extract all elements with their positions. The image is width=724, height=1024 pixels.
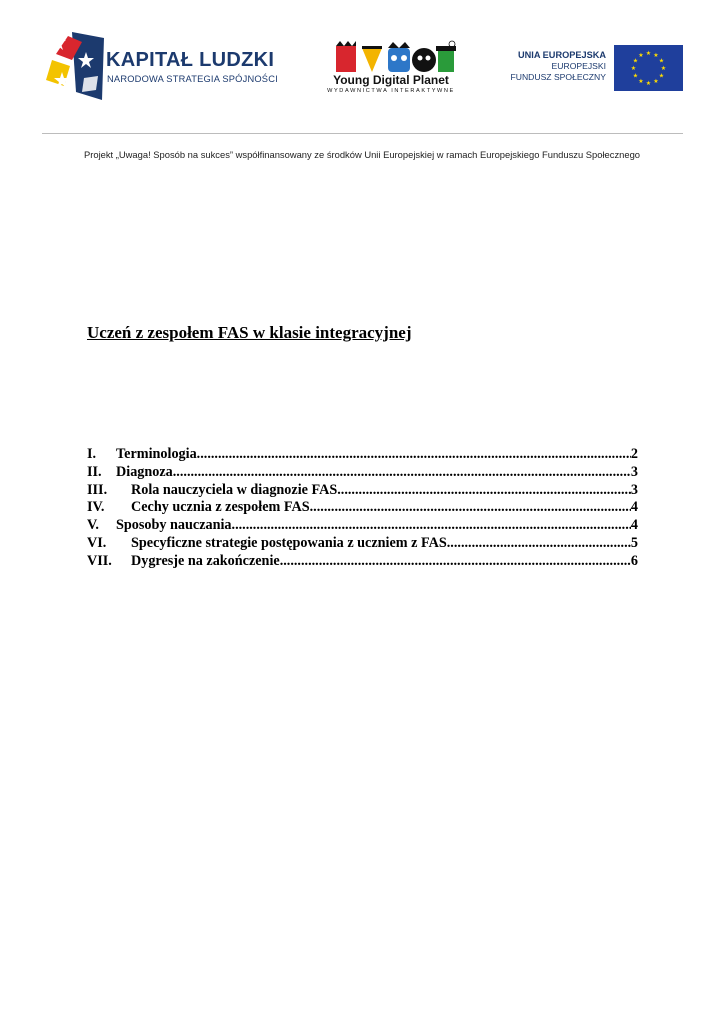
document-title: Uczeń z zespołem FAS w klasie integracyjnej: [87, 323, 412, 342]
toc-entry[interactable]: [87, 482, 638, 500]
svg-text:★: ★: [638, 52, 644, 59]
toc-label: Diagnoza: [116, 463, 173, 480]
toc-page-number: 6: [630, 552, 638, 569]
toc-number: VI.: [87, 534, 107, 551]
svg-text:★: ★: [630, 65, 637, 72]
svg-text:★: ★: [658, 57, 665, 65]
eu-fund-label: [470, 50, 606, 83]
toc-leader-dots: [280, 553, 631, 571]
eu-line-2: EUROPEJSKI: [551, 61, 606, 71]
toc-page-number: 5: [630, 534, 638, 551]
toc-page-number: 3: [630, 463, 638, 480]
toc-leader-dots: [337, 482, 631, 500]
svg-text:★: ★: [660, 65, 667, 72]
toc-entry[interactable]: [87, 553, 638, 571]
svg-text:★: ★: [645, 50, 652, 57]
svg-text:★: ★: [632, 72, 639, 80]
toc-label: Rola nauczyciela w diagnozie FAS: [131, 481, 338, 498]
svg-text:★: ★: [645, 80, 652, 87]
eu-line-1: UNIA EUROPEJSKA: [518, 50, 606, 60]
toc-label: Specyficzne strategie postępowania z uczniem z FAS: [131, 534, 447, 551]
toc-leader-dots: [173, 464, 631, 482]
toc-entry[interactable]: [87, 517, 638, 535]
toc-entry[interactable]: [87, 535, 638, 553]
svg-text:★: ★: [653, 52, 659, 59]
toc-label: Sposoby nauczania: [116, 517, 232, 534]
eu-flag-logo: [614, 45, 683, 91]
toc-number: III.: [87, 481, 108, 498]
toc-leader-dots: [232, 517, 631, 535]
svg-text:★: ★: [653, 78, 659, 85]
toc-entry[interactable]: [87, 464, 638, 482]
header-divider: [42, 133, 683, 134]
project-funding-line: Projekt „Uwaga! Sposób na sukces” współfinansowany ze środków Unii Europejskiej w ramach Europejskiego Funduszu Społecznego: [83, 149, 640, 160]
svg-text:★: ★: [632, 57, 639, 65]
toc-number: IV.: [87, 499, 105, 516]
toc-page-number: 4: [630, 499, 638, 516]
toc-page-number: 3: [630, 481, 638, 498]
ydp-name: Young Digital Planet: [333, 73, 449, 87]
kapital-ludzki-title: KAPITAŁ LUDZKI: [106, 49, 275, 71]
toc-label: Terminologia: [116, 446, 197, 462]
toc-entry[interactable]: [87, 446, 638, 464]
eu-line-3: FUNDUSZ SPOŁECZNY: [510, 72, 606, 82]
ydp-subtitle: WYDAWNICTWA INTERAKTYWNE: [327, 88, 455, 94]
kapital-ludzki-subtitle: NARODOWA STRATEGIA SPÓJNOŚCI: [107, 74, 278, 84]
toc-leader-dots: [447, 535, 631, 553]
toc-leader-dots: [310, 499, 631, 517]
kapital-ludzki-logo: [42, 30, 106, 104]
toc-label: Cechy ucznia z zespołem FAS: [131, 499, 310, 516]
page-header: [0, 0, 724, 140]
table-of-contents: [87, 446, 638, 571]
svg-text:★: ★: [658, 72, 665, 80]
toc-entry[interactable]: [87, 499, 638, 517]
toc-number: VII.: [87, 552, 112, 569]
toc-number: I.: [87, 446, 97, 462]
toc-page-number: 2: [630, 446, 638, 462]
toc-number: II.: [87, 463, 102, 480]
toc-label: Dygresje na zakończenie: [131, 552, 280, 569]
svg-text:★: ★: [638, 78, 644, 85]
toc-page-number: 4: [630, 517, 638, 534]
toc-number: V.: [87, 517, 99, 534]
toc-leader-dots: [197, 446, 631, 464]
